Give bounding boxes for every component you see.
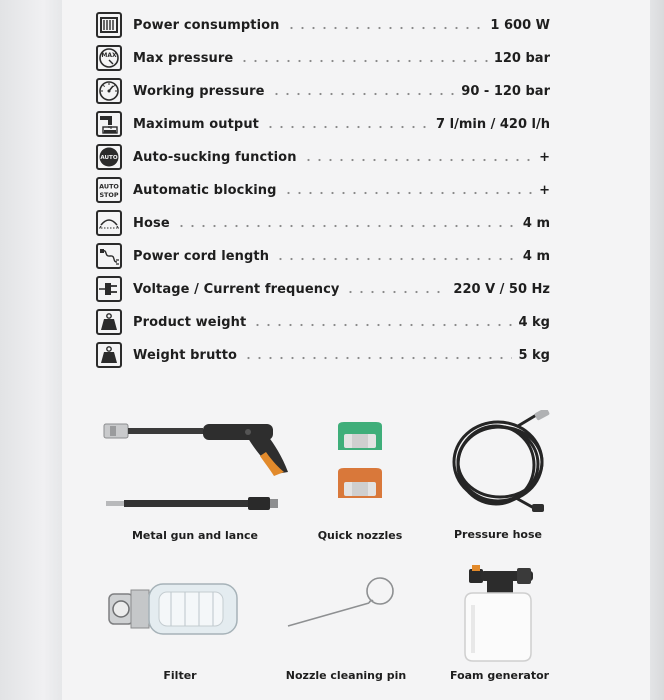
faucet-output-icon — [96, 111, 122, 137]
motor-icon — [96, 12, 122, 38]
filter-caption: Filter — [163, 669, 197, 682]
spec-value: 120 bar — [493, 50, 550, 66]
foam-generator-image — [455, 565, 545, 665]
spec-label: Product weight — [133, 314, 247, 330]
spec-value: 1 600 W — [490, 17, 550, 33]
auto-icon-text: AUTO — [100, 155, 118, 161]
hose-icon — [96, 210, 122, 236]
spec-value: 5 kg — [518, 347, 550, 363]
auto-stop-bottom-text: STOP — [99, 191, 119, 199]
spec-label: Hose — [133, 215, 170, 231]
dot-leader — [239, 53, 488, 63]
spec-row-auto-sucking — [96, 142, 550, 172]
spec-label: Weight brutto — [133, 347, 238, 363]
dot-leader — [286, 20, 485, 30]
auto-stop-top-text: AUTO — [99, 182, 119, 191]
spec-label: Automatic blocking — [133, 182, 277, 198]
pin-caption: Nozzle cleaning pin — [285, 669, 407, 682]
plug-icon — [96, 276, 122, 302]
weight-icon — [96, 309, 122, 335]
spec-row-working-pressure — [96, 76, 550, 106]
dot-leader — [265, 119, 430, 129]
spec-value: 7 l/min / 420 l/h — [436, 116, 550, 132]
spec-label: Working pressure — [133, 83, 265, 99]
spec-value: + — [539, 149, 550, 165]
dot-leader — [303, 152, 534, 162]
spec-label: Power consumption — [133, 17, 280, 33]
quick-nozzles-image — [330, 420, 390, 515]
spec-value: 4 m — [522, 215, 550, 231]
spec-row-voltage — [96, 274, 550, 304]
auto-stop-icon — [96, 177, 122, 203]
spec-label: Power cord length — [133, 248, 270, 264]
max-gauge-icon — [96, 45, 122, 71]
dot-leader — [345, 284, 447, 294]
spec-value: 220 V / 50 Hz — [453, 281, 550, 297]
foam-caption: Foam generator — [450, 669, 550, 682]
dot-leader — [283, 185, 534, 195]
auto-icon — [96, 144, 122, 170]
dot-leader — [243, 350, 512, 360]
spec-label: Max pressure — [133, 50, 234, 66]
gun-caption: Metal gun and lance — [131, 529, 259, 542]
spec-label: Voltage / Current frequency — [133, 281, 340, 297]
nozzles-caption: Quick nozzles — [317, 529, 403, 542]
spec-label: Auto-sucking function — [133, 149, 297, 165]
dot-leader — [271, 86, 456, 96]
filter-image — [103, 580, 243, 640]
box-side-left — [0, 0, 62, 700]
spec-row-power-consumption — [96, 10, 550, 40]
max-gauge-text: MAX — [101, 52, 117, 59]
spec-value: 4 m — [522, 248, 550, 264]
dot-leader — [275, 251, 517, 261]
spec-row-power-cord — [96, 241, 550, 271]
spec-row-product-weight — [96, 307, 550, 337]
dot-leader — [176, 218, 517, 228]
nozzle-pin-image — [285, 573, 405, 633]
pressure-gauge-icon — [96, 78, 122, 104]
pressure-hose-image — [446, 410, 556, 515]
power-cord-icon — [96, 243, 122, 269]
spec-label: Maximum output — [133, 116, 259, 132]
spec-row-automatic-blocking — [96, 175, 550, 205]
dot-leader — [252, 317, 512, 327]
gun-and-lance-image — [98, 412, 298, 522]
spec-row-maximum-output — [96, 109, 550, 139]
spec-value: 90 - 120 bar — [461, 83, 550, 99]
weight-icon — [96, 342, 122, 368]
hose-caption: Pressure hose — [454, 528, 542, 541]
spec-value: 4 kg — [518, 314, 550, 330]
spec-row-max-pressure — [96, 43, 550, 73]
spec-value: + — [539, 182, 550, 198]
spec-row-weight-brutto — [96, 340, 550, 370]
box-side-right — [650, 0, 664, 700]
spec-row-hose — [96, 208, 550, 238]
